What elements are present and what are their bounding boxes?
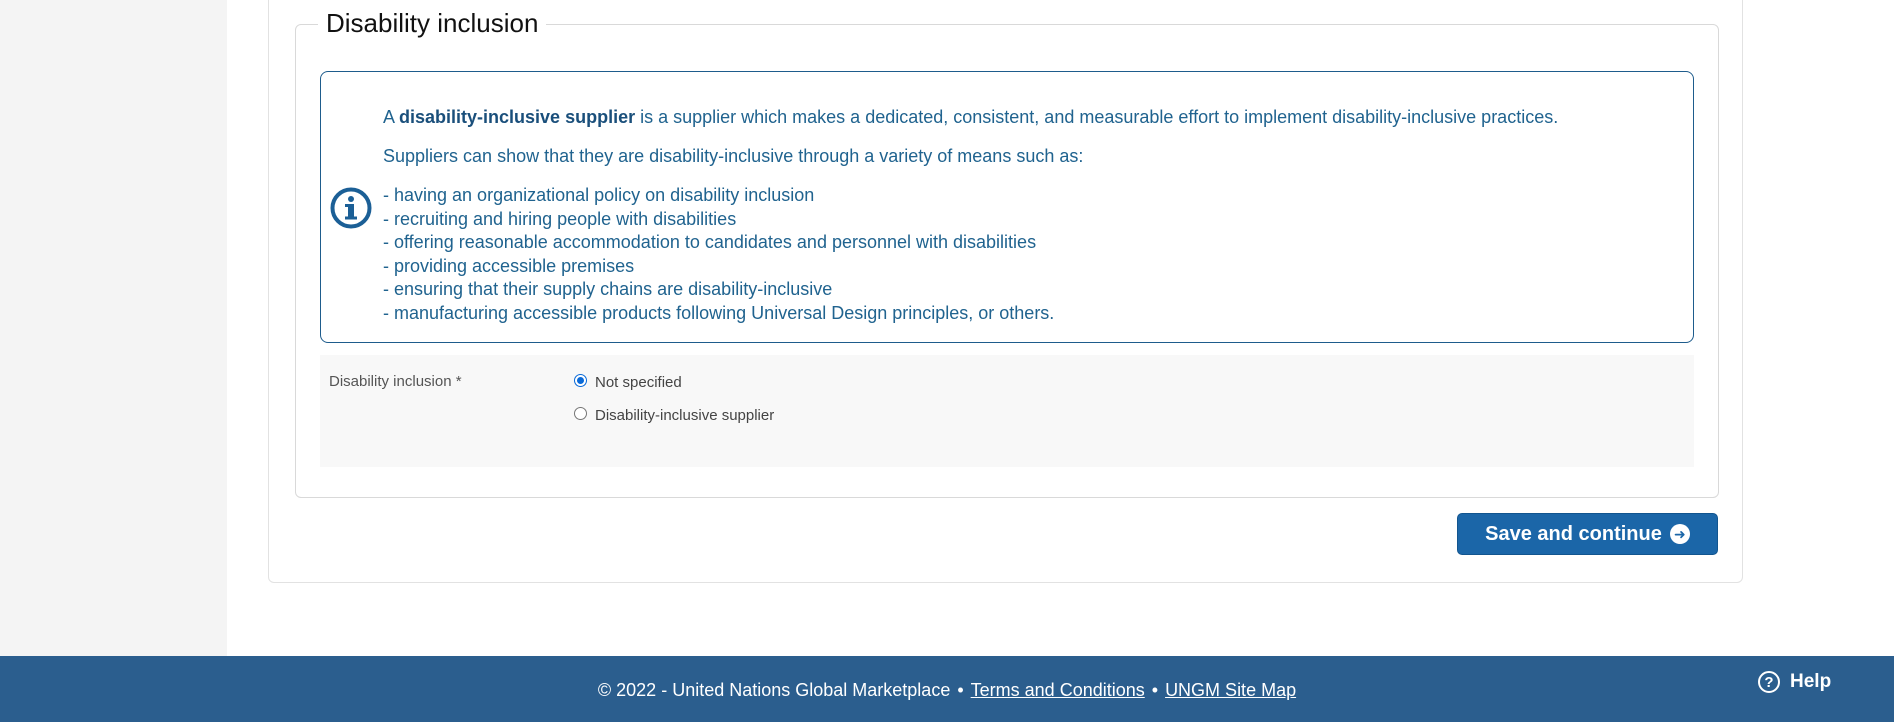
- radio-disability-inclusive-supplier[interactable]: [574, 407, 774, 424]
- means-item: - ensuring that their supply chains are disability-inclusive: [383, 279, 833, 299]
- means-intro: Suppliers can show that they are disability-inclusive through a variety of means such as:: [383, 146, 1084, 166]
- radio-not-specified[interactable]: [574, 374, 682, 391]
- definition-term: disability-inclusive supplier: [399, 107, 636, 127]
- left-sidebar-background: [0, 0, 227, 656]
- help-label: Help: [1790, 671, 1832, 692]
- info-circle-icon: [330, 187, 372, 229]
- means-item: - recruiting and hiring people with disabilities: [383, 208, 737, 229]
- copyright-text: © 2022 - United Nations Global Marketplace: [597, 680, 951, 700]
- save-and-continue-button[interactable]: [1457, 513, 1718, 555]
- means-item: - offering reasonable accommodation to candidates and personnel with disabilities: [383, 232, 1037, 252]
- definition-prefix: A: [383, 107, 400, 127]
- question-circle-icon: ?: [1758, 671, 1780, 693]
- info-box: [320, 71, 1694, 343]
- means-item: - having an organizational policy on disability inclusion: [383, 185, 815, 205]
- footer-line: [0, 680, 1894, 701]
- means-list: [383, 184, 1653, 325]
- footer: [0, 656, 1894, 722]
- disability-inclusion-form-row: [320, 355, 1694, 467]
- arrow-circle-right-icon: ➜: [1670, 524, 1690, 544]
- site-map-link[interactable]: UNGM Site Map: [1165, 680, 1297, 700]
- definition-suffix: is a supplier which makes a dedicated, consistent, and measurable effort to implement disability-inclusive practices.: [635, 107, 1559, 127]
- radio-label: Not specified: [595, 374, 682, 391]
- means-item: - providing accessible premises: [383, 255, 635, 276]
- footer-separator: •: [1151, 680, 1159, 700]
- footer-separator: •: [957, 680, 964, 700]
- save-button-label: Save and continue: [1485, 522, 1662, 545]
- definition-paragraph: [383, 106, 1653, 129]
- radio-button[interactable]: [574, 407, 587, 420]
- info-text: [383, 106, 1653, 325]
- section-legend: Disability inclusion: [318, 8, 546, 39]
- help-button[interactable]: [1758, 656, 1831, 708]
- terms-and-conditions-link[interactable]: Terms and Conditions: [970, 680, 1145, 700]
- radio-button-selected[interactable]: [574, 374, 587, 387]
- radio-label: Disability-inclusive supplier: [595, 407, 775, 424]
- disability-inclusion-label: Disability inclusion *: [329, 373, 462, 390]
- means-item: - manufacturing accessible products following Universal Design principles, or others.: [383, 302, 1055, 323]
